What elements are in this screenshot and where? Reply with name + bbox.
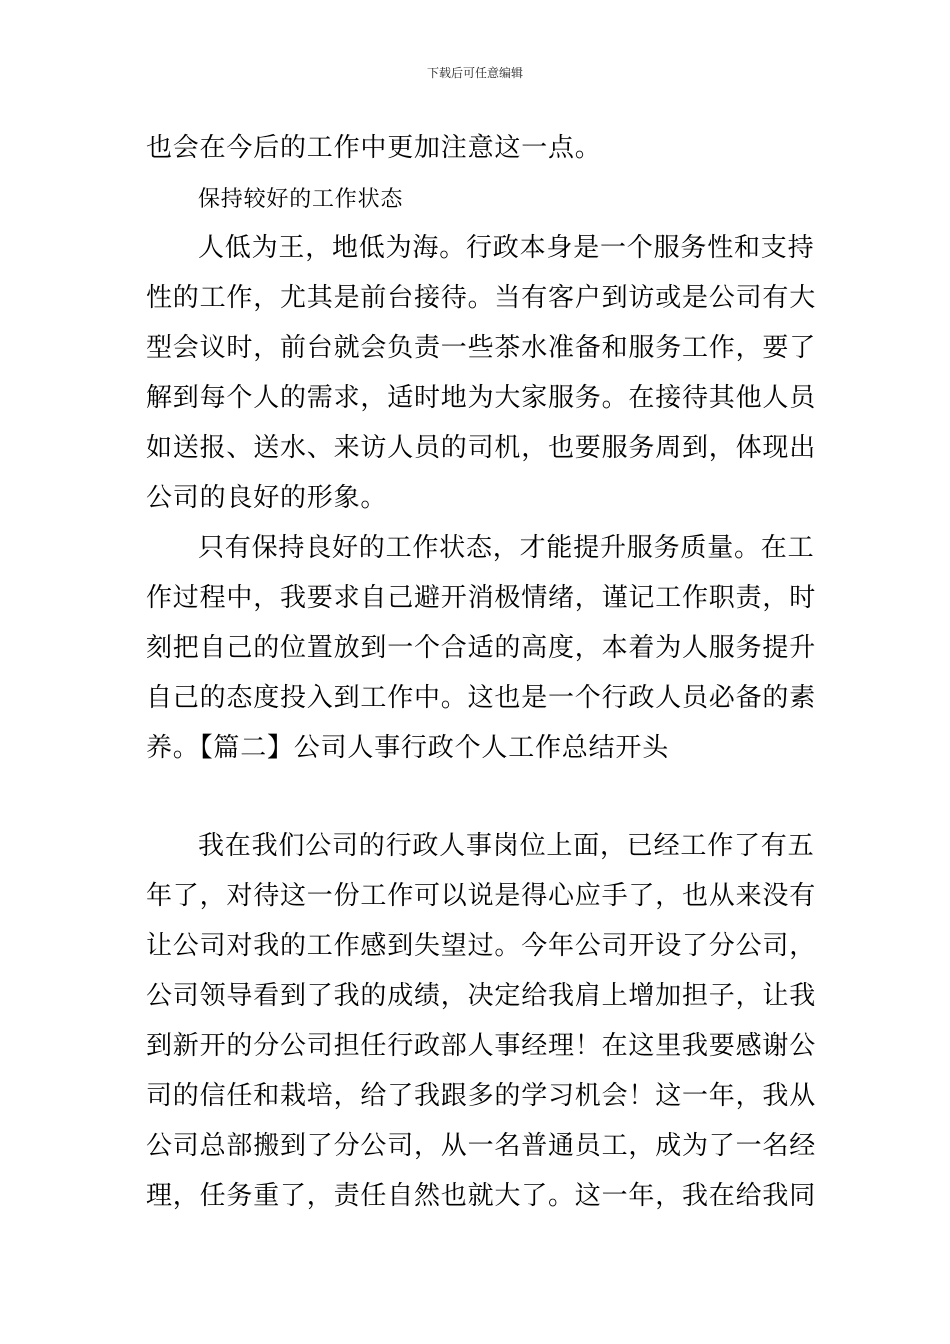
text-line: 如送报、送水、来访人员的司机，也要服务周到，体现出 (146, 433, 817, 463)
text-line: 司的信任和栽培，给了我跟多的学习机会！这一年，我从 (146, 1081, 817, 1111)
text-line: 让公司对我的工作感到失望过。今年公司开设了分公司， (146, 931, 817, 961)
text-line: 型会议时，前台就会负责一些茶水准备和服务工作，要了 (146, 333, 817, 363)
text-line: 养。【篇二】公司人事行政个人工作总结开头 (146, 733, 670, 763)
text-line: 作过程中，我要求自己避开消极情绪，谨记工作职责，时 (146, 583, 817, 613)
text-line: 公司总部搬到了分公司，从一名普通员工，成为了一名经 (146, 1131, 817, 1161)
text-line: 人低为王，地低为海。行政本身是一个服务性和支持 (198, 233, 815, 263)
text-line: 年了，对待这一份工作可以说是得心应手了，也从来没有 (146, 881, 817, 911)
text-line: 公司的良好的形象。 (146, 483, 388, 513)
text-line: 只有保持良好的工作状态，才能提升服务质量。在工 (198, 533, 815, 563)
text-line: 公司领导看到了我的成绩，决定给我肩上增加担子，让我 (146, 981, 817, 1011)
page-header: 下载后可任意编辑 (426, 66, 523, 80)
section-heading: 保持较好的工作状态 (198, 187, 404, 212)
text-line: 解到每个人的需求，适时地为大家服务。在接待其他人员 (146, 383, 817, 413)
text-line: 刻把自己的位置放到一个合适的高度，本着为人服务提升 (146, 633, 817, 663)
text-line: 也会在今后的工作中更加注意这一点。 (146, 133, 602, 163)
text-line: 性的工作，尤其是前台接待。当有客户到访或是公司有大 (146, 283, 817, 313)
text-line: 到新开的分公司担任行政部人事经理！在这里我要感谢公 (146, 1031, 817, 1061)
text-line: 理，任务重了，责任自然也就大了。这一年，我在给我同 (146, 1181, 817, 1211)
text-line: 自己的态度投入到工作中。这也是一个行政人员必备的素 (146, 683, 817, 713)
text-line: 我在我们公司的行政人事岗位上面，已经工作了有五 (198, 831, 815, 861)
